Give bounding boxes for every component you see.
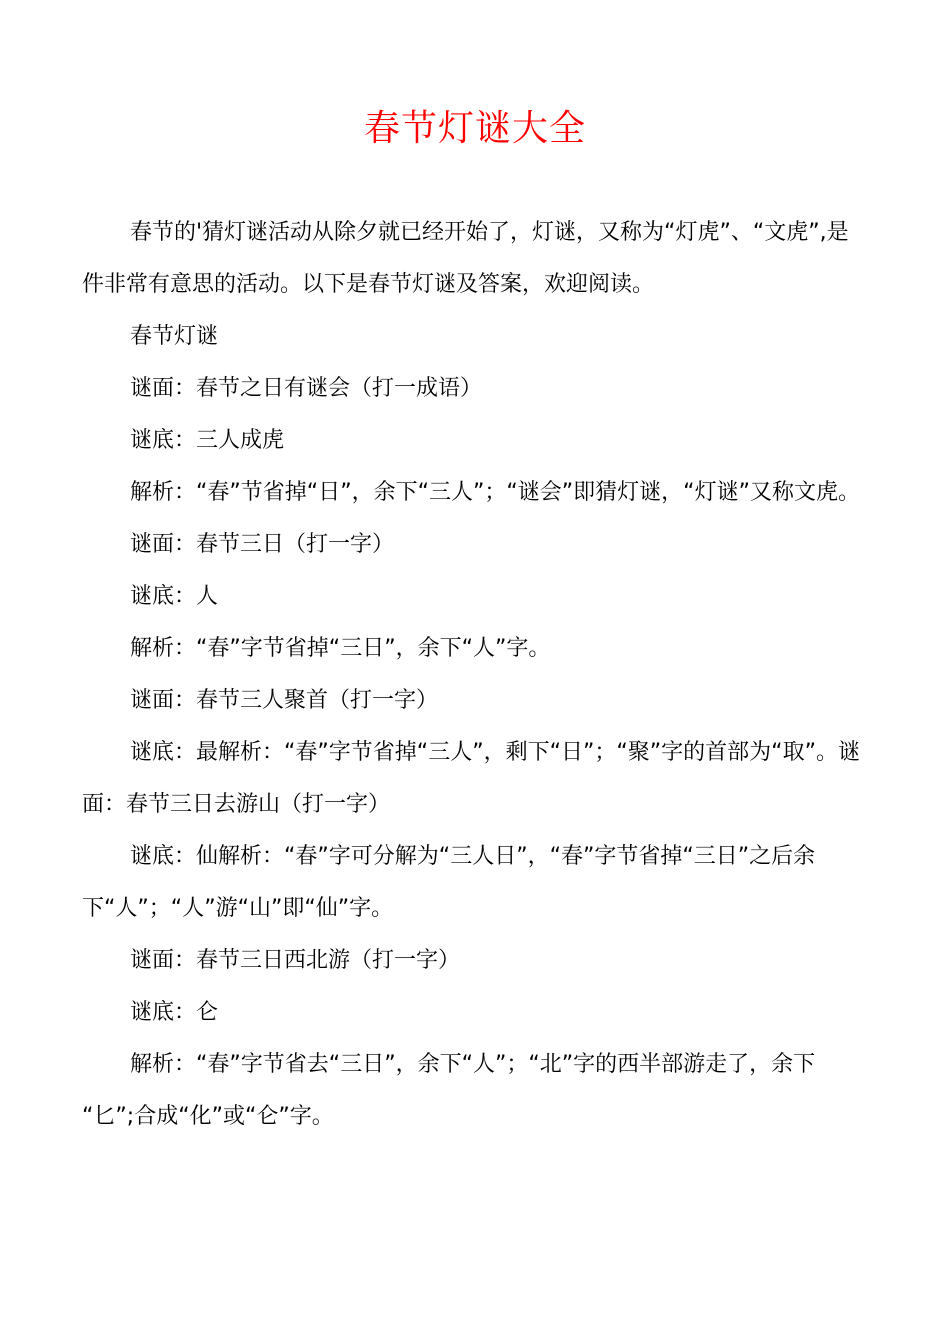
document-title: 春节灯谜大全 xyxy=(363,108,586,149)
riddle-2-answer: 谜底：人 xyxy=(130,584,219,609)
riddle-2-question: 谜面：春节三日（打一字） xyxy=(130,532,395,557)
riddle-1-answer: 谜底：三人成虎 xyxy=(130,428,285,453)
riddle-3-question: 谜面：春节三人聚首（打一字） xyxy=(130,688,439,713)
document-body xyxy=(82,207,860,1143)
intro-paragraph: 春节的'猜灯谜活动从除夕就已经开始了，灯谜，又称为“灯虎”、“文虎”,是件非常有意思的活动。以下是春节灯谜及答案，欢迎阅读。 xyxy=(82,220,849,297)
riddle-5-analysis-line-1: 解析：“春”字节省去“三日”，余下“人”；“北”字的西半部游走了，余下 xyxy=(130,1052,816,1077)
riddle-1-analysis: 解析：“春”节省掉“日”，余下“三人”；“谜会”即猜灯谜，“灯谜”又称文虎。 xyxy=(130,480,860,505)
riddle-5-answer: 谜底：仑 xyxy=(130,1000,219,1025)
riddle-1-question: 谜面：春节之日有谜会（打一成语） xyxy=(130,376,483,401)
riddle-5-analysis-line-2: “匕”;合成“化”或“仑”字。 xyxy=(82,1104,334,1129)
section-heading: 春节灯谜 xyxy=(130,324,219,349)
riddle-5-question: 谜面：春节三日西北游（打一字） xyxy=(130,948,461,973)
riddle-4-answer-and-analysis: 谜底：仙解析：“春”字可分解为“三人日”，“春”字节省掉“三日”之后余下“人”；“人”游“山”即“仙”字。 xyxy=(82,844,816,921)
riddle-3-answer-and-next: 谜底：最解析：“春”字节省掉“三人”，剩下“日”；“聚”字的首部为“取”。谜面：春节三日去游山（打一字） xyxy=(82,740,860,817)
riddle-2-analysis: 解析：“春”字节省掉“三日”，余下“人”字。 xyxy=(130,636,551,661)
